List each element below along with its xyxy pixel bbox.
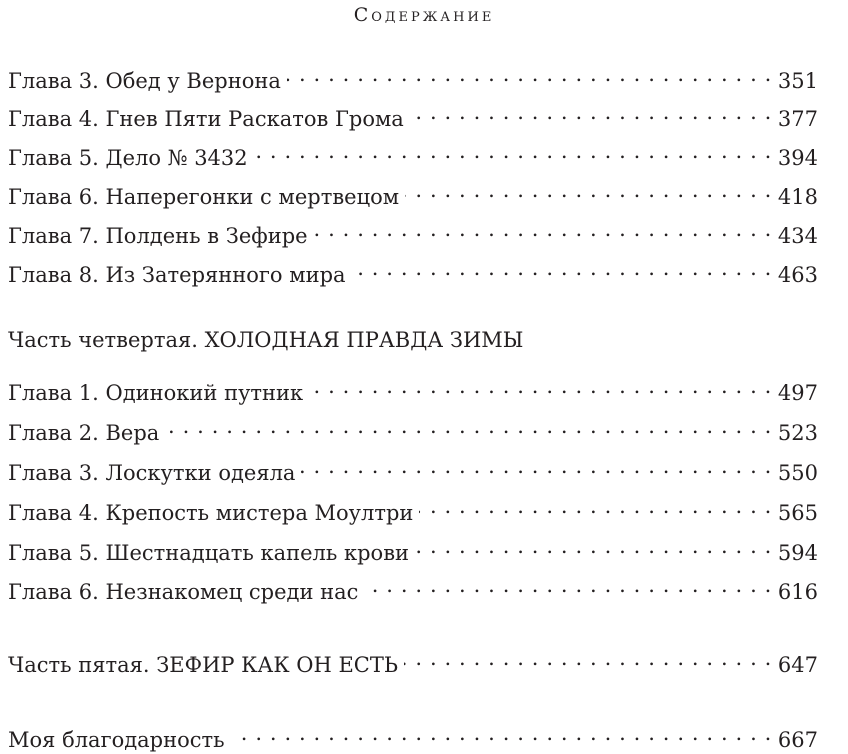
toc-entry-page: 616 — [777, 580, 818, 604]
dot-leader — [404, 644, 772, 672]
toc-entry[interactable] — [8, 452, 818, 487]
toc-entry-label: Глава 6. Незнакомец среди нас — [8, 580, 359, 604]
toc-entry-page: 418 — [777, 185, 818, 209]
toc-entry-label: Часть пятая. ЗЕФИР КАК ОН ЕСТЬ — [8, 653, 399, 677]
toc-entry-page: 550 — [777, 461, 818, 485]
toc-entry-label: Глава 8. Из Затерянного мира — [8, 263, 346, 287]
toc-entry-page: 565 — [777, 501, 818, 525]
toc-entry[interactable] — [8, 254, 818, 289]
toc-entry[interactable] — [8, 137, 818, 172]
toc-entry-label: Глава 1. Одинокий путник — [8, 381, 304, 405]
toc-entry-label: Глава 2. Вера — [8, 421, 160, 445]
toc-entry[interactable] — [8, 492, 818, 527]
dot-leader — [287, 60, 772, 88]
dot-leader — [410, 98, 772, 126]
toc-entry-label: Глава 4. Гнев Пяти Раскатов Грома — [8, 107, 404, 131]
toc-entry[interactable] — [8, 412, 818, 447]
dot-leader — [405, 176, 772, 204]
toc-entry-page: 351 — [777, 69, 818, 93]
toc-entry[interactable] — [8, 571, 818, 606]
toc-entry-label: Глава 5. Дело № 3432 — [8, 146, 248, 170]
toc-entry-part[interactable] — [8, 644, 818, 679]
toc-entry-page: 394 — [777, 146, 818, 170]
toc-entry-page: 377 — [777, 107, 818, 131]
toc-entry[interactable] — [8, 215, 818, 250]
toc-entry-label: Глава 3. Лоскутки одеяла — [8, 461, 296, 485]
toc-entry[interactable] — [8, 98, 818, 133]
toc-entry-page: 667 — [777, 728, 818, 752]
dot-leader — [415, 532, 772, 560]
dot-leader — [364, 571, 771, 599]
dot-leader — [231, 719, 772, 747]
toc-entry-page: 434 — [777, 224, 818, 248]
toc-entry-page: 594 — [777, 541, 818, 565]
toc-entry-page: 647 — [777, 653, 818, 677]
page-title: Содержание — [353, 4, 495, 26]
toc-entry-page: 497 — [777, 381, 818, 405]
toc-entry-page: 523 — [777, 421, 818, 445]
toc-entry-label: Глава 5. Шестнадцать капель крови — [8, 541, 410, 565]
dot-leader — [301, 452, 771, 480]
dot-leader — [254, 137, 772, 165]
toc-entry-label: Моя благодарность — [8, 728, 225, 752]
toc-entry[interactable] — [8, 176, 818, 211]
dot-leader — [165, 412, 772, 440]
toc-entry-label: Глава 3. Обед у Вернона — [8, 69, 281, 93]
toc-entry-label: Глава 7. Полдень в Зефире — [8, 224, 308, 248]
dot-leader — [314, 215, 772, 243]
toc-entry-acknowledgments[interactable] — [8, 719, 818, 754]
toc-entry[interactable] — [8, 372, 818, 407]
dot-leader — [309, 372, 772, 400]
toc-entry[interactable] — [8, 60, 818, 95]
toc-entry[interactable] — [8, 532, 818, 567]
toc-entry-page: 463 — [777, 263, 818, 287]
toc-entry-label: Глава 6. Наперегонки с мертвецом — [8, 185, 400, 209]
dot-leader — [352, 254, 772, 282]
dot-leader — [419, 492, 771, 520]
toc-entry-label: Глава 4. Крепость мистера Моултри — [8, 501, 414, 525]
part-heading[interactable]: Часть четвертая. ХОЛОДНАЯ ПРАВДА ЗИМЫ — [8, 328, 524, 352]
